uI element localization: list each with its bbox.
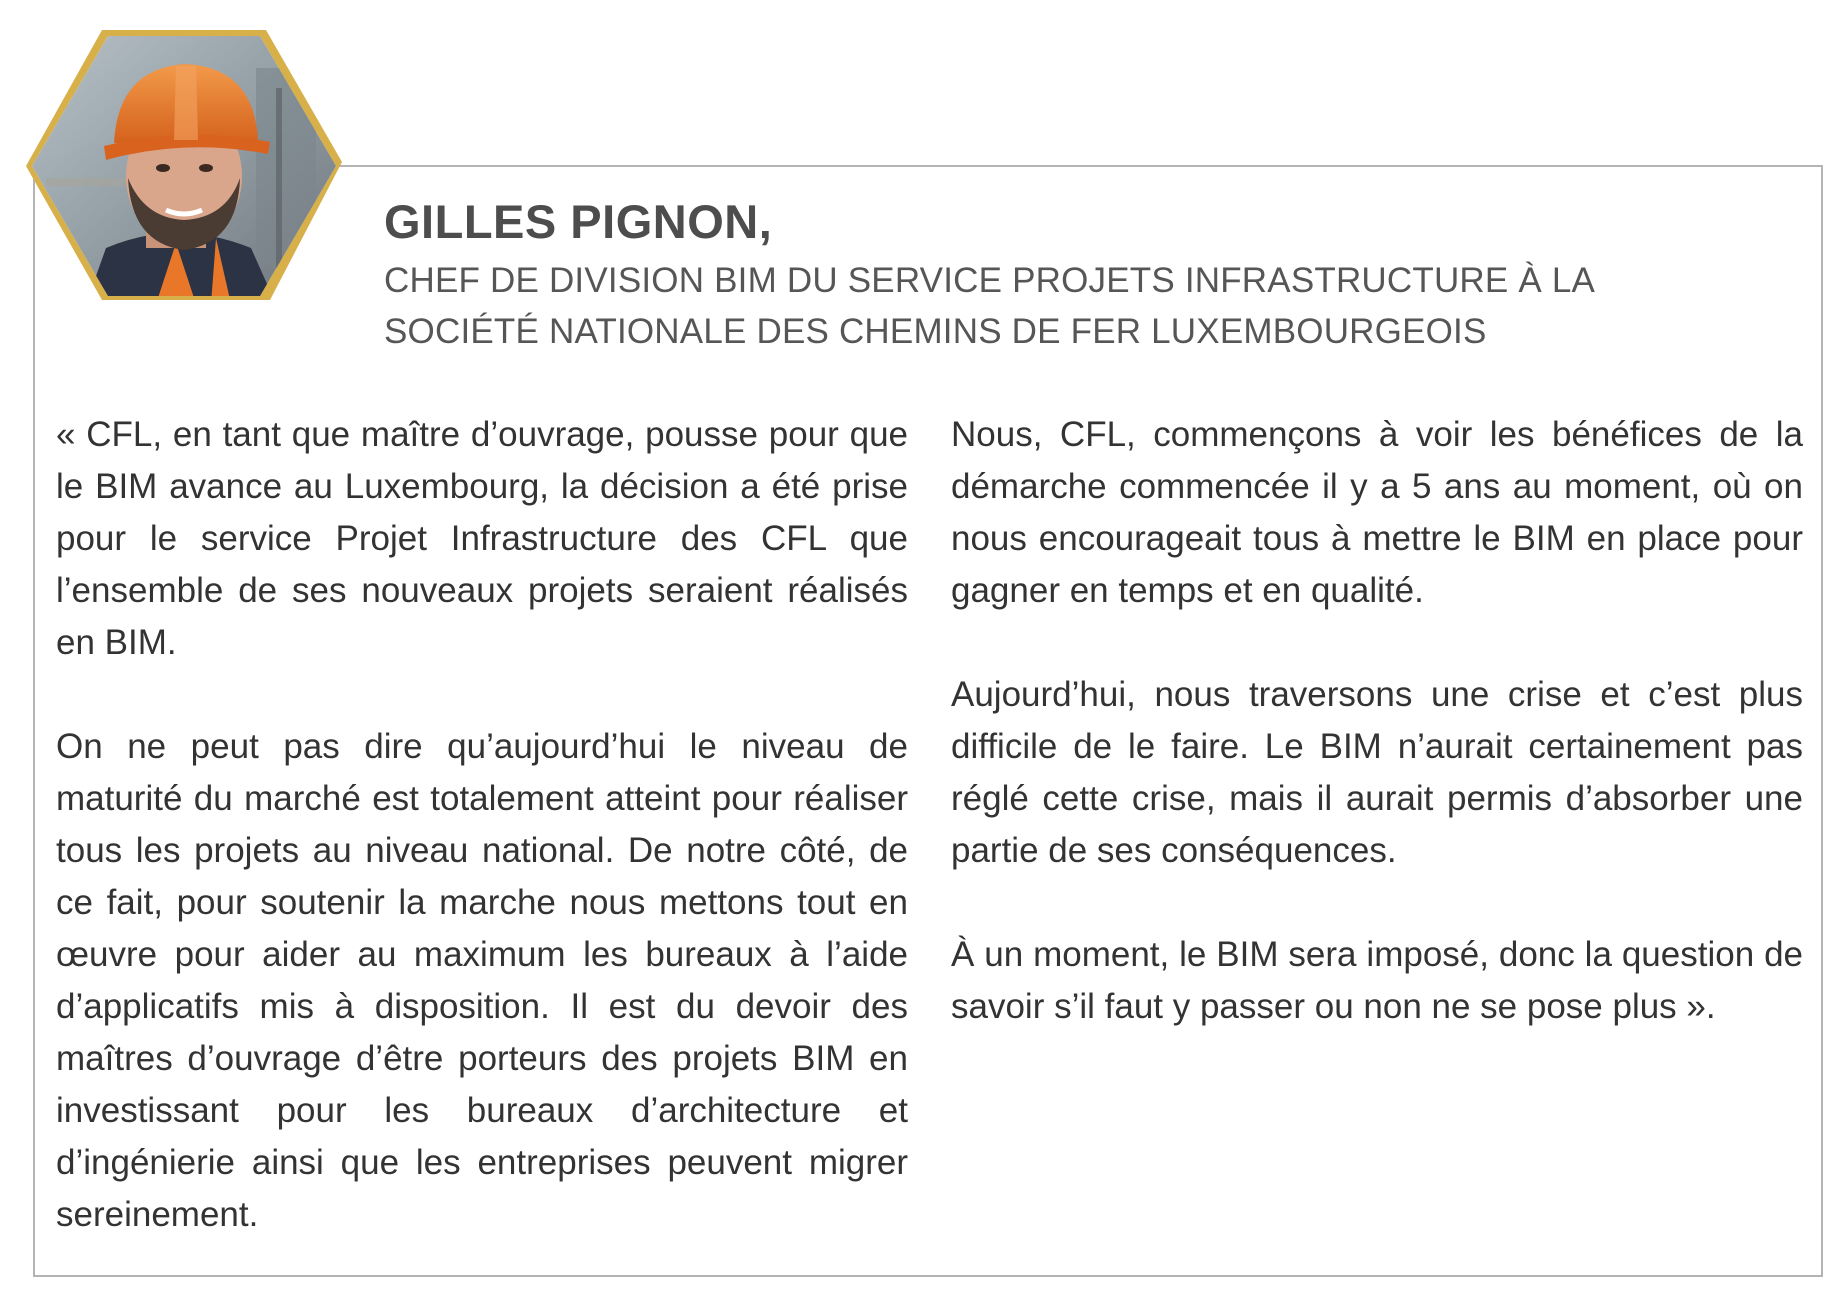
paragraph: Nous, CFL, commençons à voir les bénéfices de la démarche commencée il y a 5 ans au moment, où on nous encourageait tous à mettre le BIM en place pour gagner en temps et en qualité. xyxy=(951,415,1803,610)
paragraph: À un moment, le BIM sera imposé, donc la question de savoir s’il faut y passer ou non ne se pose plus ». xyxy=(951,935,1803,1026)
paragraph: « CFL, en tant que maître d’ouvrage, pousse pour que le BIM avance au Luxembourg, la décision a été prise pour le service Projet Infrastructure des CFL que l’ensemble de ses nouveaux projets seraient réalisés en BIM. xyxy=(56,415,908,662)
quote-left-column xyxy=(56,409,908,1293)
hexagon-portrait-icon xyxy=(26,28,342,304)
person-role: CHEF DE DIVISION BIM DU SERVICE PROJETS INFRASTRUCTURE À LA SOCIÉTÉ NATIONALE DES CHEMINS DE FER LUXEMBOURGEOIS xyxy=(384,261,1594,351)
paragraph: Aujourd’hui, nous traversons une crise et c’est plus difficile de le faire. Le BIM n’aurait certainement pas réglé cette crise, mais il aurait permis d’absorber une partie de ses conséquences. xyxy=(951,675,1803,870)
quote-right-column xyxy=(951,409,1803,1085)
paragraph: On ne peut pas dire qu’aujourd’hui le niveau de maturité du marché est totalement atteint pour réaliser tous les projets au niveau national. De notre côté, de ce fait, pour soutenir la marche nous mettons tout en œuvre pour aider au maximum les bureaux à l’aide d’applicatifs mis à disposition. Il est du devoir des maîtres d’ouvrage d’être porteurs des projets BIM en investissant pour les bureaux d’architecture et d’ingénierie ainsi que les entreprises peuvent migrer sereinement. xyxy=(56,727,908,1234)
person-name: GILLES PIGNON, xyxy=(384,195,773,248)
header xyxy=(384,193,1804,357)
